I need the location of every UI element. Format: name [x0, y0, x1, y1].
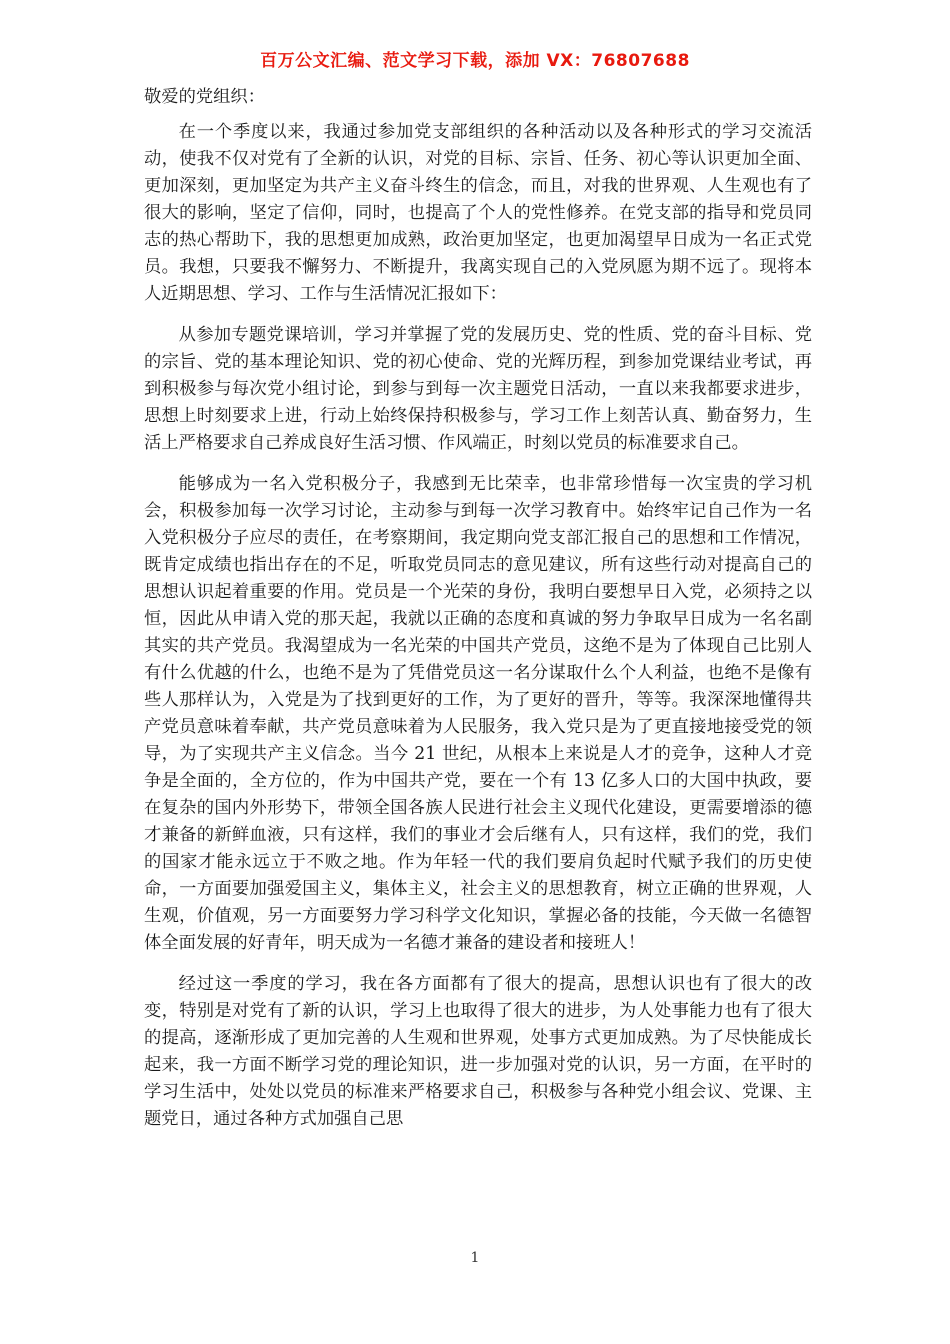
salutation: 敬爱的党组织： [144, 87, 265, 107]
paragraph-1: 在一个季度以来，我通过参加党支部组织的各种活动以及各种形式的学习交流活动，使我不仅对党有了全新的认识，对党的目标、宗旨、任务、初心等认识更加全面、更加深刻，更加坚定为共产主义奋斗终生的信念，而且，对我的世界观、人生观也有了很大的影响，坚定了信仰，同时，也提高了个人的党性修养。在党支部的指导和党员同志的热心帮助下，我的思想更加成熟，政治更加坚定，也更加渴望早日成为一名正式党员。我想，只要我不懈努力、不断提升，我离实现自己的入党夙愿为期不远了。现将本人近期思想、学习、工作与生活情况汇报如下： [144, 122, 812, 304]
paragraph-3: 能够成为一名入党积极分子，我感到无比荣幸，也非常珍惜每一次宝贵的学习机会，积极参加每一次学习讨论，主动参与到每一次学习教育中。始终牢记自己作为一名入党积极分子应尽的责任，在考察期间，我定期向党支部汇报自己的思想和工作情况，既肯定成绩也指出存在的不足，听取党员同志的意见建议，所有这些行动对提高自己的思想认识起着重要的作用。党员是一个光荣的身份，我明白要想早日入党，必须持之以恒，因此从申请入党的那天起，我就以正确的态度和真诚的努力争取早日成为一名名副其实的共产党员。我渴望成为一名光荣的中国共产党员，这绝不是为了体现自己比别人有什么优越的什么，也绝不是为了凭借党员这一名分谋取什么个人利益，也绝不是像有些人那样认为，入党是为了找到更好的工作，为了更好的晋升，等等。我深深地懂得共产党员意味着奉献，共产党员意味着为人民服务，我入党只是为了更直接地接受党的领导，为了实现共产主义信念。当今 21 世纪，从根本上来说是人才的竞争，这种人才竞争是全面的，全方位的，作为中国共产党，要在一个有 13 亿多人口的大国中执政，要在复杂的国内外形势下，带领全国各族人民进行社会主义现代化建设，更需要增添的德才兼备的新鲜血液，只有这样，我们的事业才会后继有人，只有这样，我们的党，我们的国家才能永远立于不败之地。作为年轻一代的我们要肩负起时代赋予我们的历史使命，一方面要加强爱国主义，集体主义，社会主义的思想教育，树立正确的世界观，人生观，价值观，另一方面要努力学习科学文化知识，掌握必备的技能，今天做一名德智体全面发展的好青年，明天成为一名德才兼备的建设者和接班人！ [144, 474, 812, 953]
page-number: 1 [470, 1250, 480, 1266]
document-body [144, 84, 812, 1147]
paragraph-4: 经过这一季度的学习，我在各方面都有了很大的提高，思想认识也有了很大的改变，特别是对党有了新的认识，学习上也取得了很大的进步，为人处事能力也有了很大的提高，逐渐形成了更加完善的人生观和世界观，处事方式更加成熟。为了尽快能成长起来，我一方面不断学习党的理论知识，进一步加强对党的认识，另一方面，在平时的学习生活中，处处以党员的标准来严格要求自己，积极参与各种党小组会议、党课、主题党日，通过各种方式加强自己思 [144, 974, 812, 1129]
paragraph-2: 从参加专题党课培训，学习并掌握了党的发展历史、党的性质、党的奋斗目标、党的宗旨、党的基本理论知识、党的初心使命、党的光辉历程，到参加党课结业考试，再到积极参与每次党小组讨论，到参与到每一次主题党日活动，一直以来我都要求进步，思想上时刻要求上进，行动上始终保持积极参与，学习工作上刻苦认真、勤奋努力，生活上严格要求自己养成良好生活习惯、作风端正，时刻以党员的标准要求自己。 [144, 325, 812, 453]
header-banner: 百万公文汇编、范文学习下载，添加 VX：76807688 [260, 51, 690, 71]
